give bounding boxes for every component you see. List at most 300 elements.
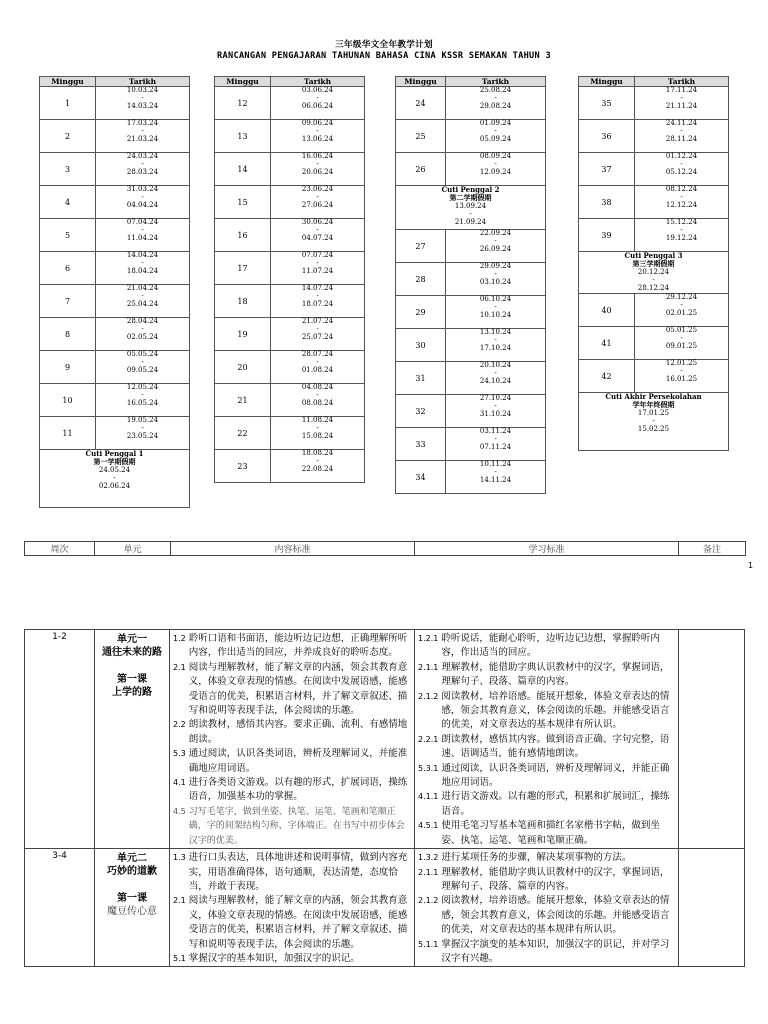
week-number: 3: [40, 153, 96, 186]
col-minggu: Minggu: [396, 77, 446, 87]
week-row: [579, 219, 729, 252]
week-dates: [96, 285, 190, 318]
standard-code: 2.2.1: [418, 734, 439, 744]
date-end: 06.06.24: [301, 101, 334, 110]
date-dash: -: [680, 192, 683, 201]
week-dates: [446, 87, 546, 120]
week-number: 14: [215, 153, 271, 186]
week-number: 22: [215, 417, 271, 450]
holiday-dash: -: [113, 474, 116, 482]
week-number: 27: [396, 230, 446, 263]
standard-item: [170, 776, 414, 805]
week-dates: [446, 296, 546, 329]
date-start: 31.03.24: [126, 185, 159, 193]
week-row: [40, 186, 190, 219]
date-dash: -: [494, 467, 497, 476]
week-dates: [96, 219, 190, 252]
date-start: 22.09.24: [479, 229, 512, 237]
standard-item: [415, 632, 678, 661]
week-row: [40, 120, 190, 153]
standard-code: 1.2.1: [418, 634, 439, 643]
date-dash: -: [141, 357, 144, 366]
standard-item: [415, 894, 678, 937]
standard-item: [415, 733, 678, 762]
standard-code: 2.1: [173, 662, 186, 672]
date-end: 18.07.24: [301, 299, 334, 308]
holiday-cell: [40, 450, 190, 508]
date-end: 10.10.24: [479, 310, 512, 319]
date-end: 03.10.24: [479, 277, 512, 286]
week-row: [215, 186, 365, 219]
holiday-name-chinese: 第二学期假期: [449, 194, 492, 202]
date-dash: -: [680, 159, 683, 168]
content-standards-cell: [170, 849, 415, 967]
date-dash: -: [494, 126, 497, 135]
unit-title: 单元二: [117, 853, 147, 865]
week-number: 4: [40, 186, 96, 219]
standard-text: 聆听口语和书面语，能边听边记边想，正确理解所听内容，作出适当的回应，并养成良好的聆听态度。: [188, 633, 408, 659]
date-end: 11.07.24: [301, 266, 334, 275]
date-end: 11.04.24: [126, 233, 159, 242]
week-number: 30: [396, 329, 446, 362]
date-end: 05.12.24: [665, 167, 698, 176]
standard-item: [415, 819, 678, 848]
week-row: [579, 360, 729, 393]
date-start: 28.04.24: [126, 317, 159, 325]
plan-week: 1-2: [25, 630, 95, 849]
week-row: [579, 120, 729, 153]
date-dash: -: [494, 93, 497, 102]
week-dates: [96, 351, 190, 384]
week-number: 1: [40, 87, 96, 120]
week-row: [215, 351, 365, 384]
week-dates: [635, 219, 729, 252]
date-end: 15.08.24: [301, 431, 334, 440]
standard-item: [170, 632, 414, 661]
week-number: 35: [579, 87, 635, 120]
calendar-term-2: [214, 76, 365, 483]
week-number: 9: [40, 351, 96, 384]
date-end: 18.04.24: [126, 266, 159, 275]
date-start: 03.06.24: [301, 86, 334, 94]
holiday-dash: -: [652, 417, 655, 425]
standard-code: 4.1: [173, 778, 186, 788]
date-dash: -: [316, 456, 319, 465]
date-end: 13.06.24: [301, 134, 334, 143]
standard-code: 5.3.1: [418, 763, 439, 773]
date-start: 14.04.24: [126, 251, 159, 259]
date-dash: -: [141, 390, 144, 399]
date-start: 07.07.24: [301, 251, 334, 259]
standard-code: 1.3: [173, 853, 186, 863]
week-row: [579, 327, 729, 360]
date-start: 29.12.24: [665, 293, 698, 301]
holiday-start: 13.09.24: [454, 202, 487, 210]
learning-standards-cell: [415, 849, 679, 967]
date-dash: -: [141, 93, 144, 102]
date-end: 02.01.25: [665, 308, 698, 317]
holiday-end: 15.02.25: [637, 425, 670, 433]
standard-text: 掌握汉字的基本知识，加强汉字的识记。: [188, 952, 360, 964]
col-minggu: Minggu: [215, 77, 271, 87]
date-start: 12.05.24: [126, 383, 159, 391]
standard-item: [415, 790, 678, 819]
date-dash: -: [680, 333, 683, 342]
date-dash: -: [494, 159, 497, 168]
standard-code: 4.5.1: [418, 821, 439, 831]
header-notes: 备注: [679, 542, 746, 556]
date-dash: -: [141, 423, 144, 432]
holiday-name: Cuti Akhir Persekolahan: [605, 392, 702, 401]
week-row: [215, 120, 365, 153]
date-dash: -: [141, 324, 144, 333]
date-dash: -: [680, 366, 683, 375]
date-end: 09.01.25: [665, 341, 698, 350]
standard-text: 掌握汉字演变的基本知识，加强汉字的识记，并对学习汉字有兴趣。: [441, 938, 670, 964]
date-dash: -: [680, 225, 683, 234]
holiday-start: 20.12.24: [637, 268, 670, 276]
week-row: [579, 87, 729, 120]
date-dash: -: [316, 423, 319, 432]
week-number: 41: [579, 327, 635, 360]
week-row: [396, 296, 546, 329]
standard-code: 5.3: [173, 749, 186, 759]
standard-code: 2.1.1: [418, 867, 439, 877]
week-number: 15: [215, 186, 271, 219]
date-start: 09.06.24: [301, 119, 334, 127]
week-number: 17: [215, 252, 271, 285]
date-end: 21.03.24: [126, 134, 159, 143]
holiday-row: [40, 450, 190, 508]
col-tarikh: Tarikh: [271, 77, 365, 87]
date-start: 20.10.24: [479, 361, 512, 369]
week-number: 12: [215, 87, 271, 120]
date-start: 19.05.24: [126, 416, 159, 424]
week-row: [579, 294, 729, 327]
week-number: 13: [215, 120, 271, 153]
holiday-end: 28.12.24: [637, 284, 670, 292]
week-row: [396, 329, 546, 362]
week-row: [215, 417, 365, 450]
standard-code: 1.2: [173, 634, 186, 643]
week-row: [215, 252, 365, 285]
lesson-name: 上学的路: [112, 687, 152, 698]
date-start: 01.12.24: [665, 152, 698, 160]
standard-item: [415, 690, 678, 733]
standard-text: 朗读教材，感悟其内容。要求正确、流利、有感情地朗读。: [188, 719, 408, 745]
standard-code: 2.2: [173, 720, 186, 730]
week-number: 40: [579, 294, 635, 327]
week-number: 31: [396, 362, 446, 395]
week-number: 6: [40, 252, 96, 285]
holiday-dash: -: [652, 276, 655, 284]
week-row: [396, 461, 546, 494]
week-number: 38: [579, 186, 635, 219]
standard-text: 朗读教材，感悟其内容。做到语音正确、字句完整，语速、语调适当，能有感情地朗读。: [441, 733, 670, 760]
week-number: 32: [396, 395, 446, 428]
plan-title-chinese: 三年级华文全年教学计划: [335, 40, 433, 50]
week-dates: [446, 461, 546, 494]
date-start: 18.08.24: [301, 449, 334, 457]
standard-item: [170, 661, 414, 719]
standard-item: [170, 747, 414, 776]
week-dates: [271, 351, 365, 384]
plan-row: [25, 849, 745, 967]
date-dash: -: [316, 357, 319, 366]
header-week: 周次: [25, 542, 95, 556]
date-dash: -: [680, 93, 683, 102]
date-dash: -: [316, 159, 319, 168]
date-start: 25.08.24: [479, 86, 512, 94]
date-start: 07.04.24: [126, 218, 159, 226]
standard-item: [415, 762, 678, 791]
date-dash: -: [316, 192, 319, 201]
holiday-name: Cuti Penggal 3: [624, 251, 683, 260]
date-start: 27.10.24: [479, 394, 512, 402]
date-dash: -: [680, 300, 683, 309]
unit-title: 单元一: [117, 634, 147, 645]
week-dates: [271, 219, 365, 252]
standard-text: 使用毛笔习写基本笔画和描红名家楷书字帖，做到坐姿、执笔、运笔、笔画和笔顺正确。: [441, 820, 660, 846]
date-dash: -: [316, 93, 319, 102]
plan-header-row: [24, 541, 746, 556]
holiday-start: 17.01.25: [637, 409, 670, 417]
date-dash: -: [316, 225, 319, 234]
week-dates: [271, 384, 365, 417]
date-start: 08.09.24: [479, 152, 512, 160]
date-dash: -: [680, 126, 683, 135]
week-dates: [96, 153, 190, 186]
lesson-number: 第一课: [117, 674, 147, 685]
week-dates: [446, 153, 546, 186]
week-dates: [271, 417, 365, 450]
week-row: [40, 384, 190, 417]
date-end: 31.10.24: [479, 409, 512, 418]
week-row: [215, 450, 365, 483]
date-start: 17.03.24: [126, 119, 159, 127]
standard-code: 4.5: [173, 806, 186, 816]
week-row: [40, 252, 190, 285]
calendar-term-1: [39, 76, 190, 508]
week-row: [396, 87, 546, 120]
standard-code: 2.1.2: [418, 896, 439, 906]
week-number: 42: [579, 360, 635, 393]
holiday-cell: [579, 252, 729, 294]
standard-code: 4.1.1: [418, 792, 439, 802]
date-start: 21.07.24: [301, 317, 334, 325]
standard-text: 进行各类语文游戏。以有趣的形式，扩展词语，操练语音，加强基本功的掌握。: [188, 777, 408, 803]
date-end: 29.08.24: [479, 101, 512, 110]
date-end: 21.11.24: [665, 101, 698, 110]
date-start: 03.11.24: [479, 427, 512, 435]
week-row: [215, 87, 365, 120]
standard-code: 2.1.2: [418, 691, 439, 701]
week-row: [396, 263, 546, 296]
week-dates: [446, 120, 546, 153]
date-start: 29.09.24: [479, 262, 512, 270]
date-dash: -: [316, 126, 319, 135]
plan-unit: [95, 630, 170, 849]
week-number: 10: [40, 384, 96, 417]
date-start: 16.06.24: [301, 152, 334, 160]
week-row: [40, 351, 190, 384]
week-dates: [446, 395, 546, 428]
week-number: 19: [215, 318, 271, 351]
week-dates: [271, 186, 365, 219]
week-dates: [271, 318, 365, 351]
date-start: 17.11.24: [665, 86, 698, 94]
week-dates: [271, 252, 365, 285]
standard-code: 5.1: [173, 953, 186, 963]
date-start: 10.03.24: [126, 86, 159, 94]
week-dates: [271, 87, 365, 120]
col-minggu: Minggu: [40, 77, 96, 87]
standard-item: [415, 661, 678, 690]
holiday-row: [579, 252, 729, 294]
date-end: 28.03.24: [126, 167, 159, 176]
unit-name: 通往未来的路: [102, 647, 162, 658]
standard-item: [170, 805, 414, 848]
date-end: 20.06.24: [301, 167, 334, 176]
standard-text: 进行某项任务的步骤，解决某项事物的方法。: [441, 852, 632, 864]
header-content-standard: 内容标准: [171, 542, 415, 556]
holiday-name-chinese: 第一学期假期: [93, 458, 136, 466]
date-start: 01.09.24: [479, 119, 512, 127]
date-dash: -: [316, 258, 319, 267]
week-row: [396, 230, 546, 263]
week-dates: [635, 120, 729, 153]
standard-item: [170, 952, 414, 966]
holiday-name: Cuti Penggal 1: [85, 449, 144, 458]
standard-text: 阅读教材，培养语感。能展开想象，体验文章表达的情感，领会其教育意义，体会阅读的乐趣。并能感受语言的优美，对文章表达的基本规律有所认识。: [441, 690, 670, 731]
date-dash: -: [141, 192, 144, 201]
date-end: 23.05.24: [126, 431, 159, 440]
calendar-term-3: [395, 76, 546, 494]
standard-item: [415, 938, 678, 967]
week-dates: [635, 153, 729, 186]
plan-title-malay: RANCANGAN PENGAJARAN TAHUNAN BAHASA CINA KSSR SEMAKAN TAHUN 3: [217, 51, 551, 61]
date-end: 25.04.24: [126, 299, 159, 308]
date-start: 08.12.24: [665, 185, 698, 193]
holiday-cell: [579, 393, 729, 451]
standard-item: [170, 718, 414, 747]
col-tarikh: Tarikh: [635, 77, 729, 87]
date-start: 12.01.25: [665, 359, 698, 367]
date-start: 15.12.24: [665, 218, 698, 226]
week-row: [396, 395, 546, 428]
week-row: [396, 120, 546, 153]
date-end: 05.09.24: [479, 134, 512, 143]
date-dash: -: [494, 434, 497, 443]
standard-code: 1.3.2: [418, 853, 439, 863]
date-end: 19.12.24: [665, 233, 698, 242]
date-end: 16.01.25: [665, 374, 698, 383]
week-row: [40, 219, 190, 252]
plan-table: [24, 629, 745, 967]
date-start: 30.06.24: [301, 218, 334, 226]
notes-cell: [679, 630, 745, 849]
week-dates: [271, 285, 365, 318]
date-dash: -: [141, 159, 144, 168]
standard-text: 通过阅读，认识各类词语，辨析及理解词义，并能准确地应用词语。: [188, 748, 408, 774]
date-dash: -: [494, 236, 497, 245]
week-row: [40, 285, 190, 318]
plan-row: [25, 630, 745, 849]
holiday-name: Cuti Penggal 2: [441, 185, 500, 194]
week-dates: [96, 120, 190, 153]
week-number: 16: [215, 219, 271, 252]
week-dates: [446, 230, 546, 263]
header-unit: 单元: [95, 542, 171, 556]
week-row: [215, 384, 365, 417]
week-dates: [96, 384, 190, 417]
date-start: 05.05.24: [126, 350, 159, 358]
week-row: [215, 153, 365, 186]
date-dash: -: [316, 324, 319, 333]
week-number: 37: [579, 153, 635, 186]
col-tarikh: Tarikh: [446, 77, 546, 87]
week-dates: [635, 186, 729, 219]
week-row: [215, 219, 365, 252]
date-end: 17.10.24: [479, 343, 512, 352]
week-dates: [271, 450, 365, 483]
week-number: 36: [579, 120, 635, 153]
date-end: 14.03.24: [126, 101, 159, 110]
page-number: 1: [748, 561, 754, 570]
week-number: 39: [579, 219, 635, 252]
date-end: 12.12.24: [665, 200, 698, 209]
week-row: [396, 153, 546, 186]
plan-week: 3-4: [25, 849, 95, 967]
date-start: 28.07.24: [301, 350, 334, 358]
col-tarikh: Tarikh: [96, 77, 190, 87]
date-start: 05.01.25: [665, 326, 698, 334]
standard-text: 进行语文游戏。以有趣的形式，积累和扩展词汇，操练语音。: [441, 791, 670, 817]
unit-name: 巧妙的道歉: [107, 866, 157, 878]
week-number: 33: [396, 428, 446, 461]
standard-code: 2.1.1: [418, 662, 439, 672]
week-row: [579, 186, 729, 219]
standard-item: [170, 851, 414, 894]
holiday-end: 02.06.24: [98, 482, 131, 490]
week-row: [215, 318, 365, 351]
week-number: 2: [40, 120, 96, 153]
date-end: 28.11.24: [665, 134, 698, 143]
holiday-end: 21.09.24: [454, 218, 487, 226]
week-number: 28: [396, 263, 446, 296]
date-dash: -: [316, 291, 319, 300]
date-dash: -: [494, 335, 497, 344]
content-standards-cell: [170, 630, 415, 849]
holiday-name-chinese: 第三学期假期: [632, 260, 675, 268]
week-number: 21: [215, 384, 271, 417]
standard-text: 习写毛笔字，做到坐姿、执笔、运笔、笔画和笔顺正确，字的间架结构匀称，字体端正。在书写中初步体会汉字的优美。: [188, 806, 405, 846]
learning-standards-cell: [415, 630, 679, 849]
week-dates: [446, 428, 546, 461]
date-start: 13.10.24: [479, 328, 512, 336]
date-end: 08.08.24: [301, 398, 334, 407]
week-number: 34: [396, 461, 446, 494]
week-dates: [635, 327, 729, 360]
week-dates: [446, 362, 546, 395]
date-end: 25.07.24: [301, 332, 334, 341]
week-number: 29: [396, 296, 446, 329]
calendar-term-4: [578, 76, 729, 451]
week-row: [215, 285, 365, 318]
date-dash: -: [141, 291, 144, 300]
standard-text: 阅读与理解教材，能了解文章的内涵，领会其教育意义，体验文章表现的情感。在阅读中发展语感，能感受语言的优美，积累语言材料，并了解文章叙述、描写和说明等表现手法，体会阅读的乐趣。: [188, 895, 408, 950]
header-learning-standard: 学习标准: [415, 542, 679, 556]
